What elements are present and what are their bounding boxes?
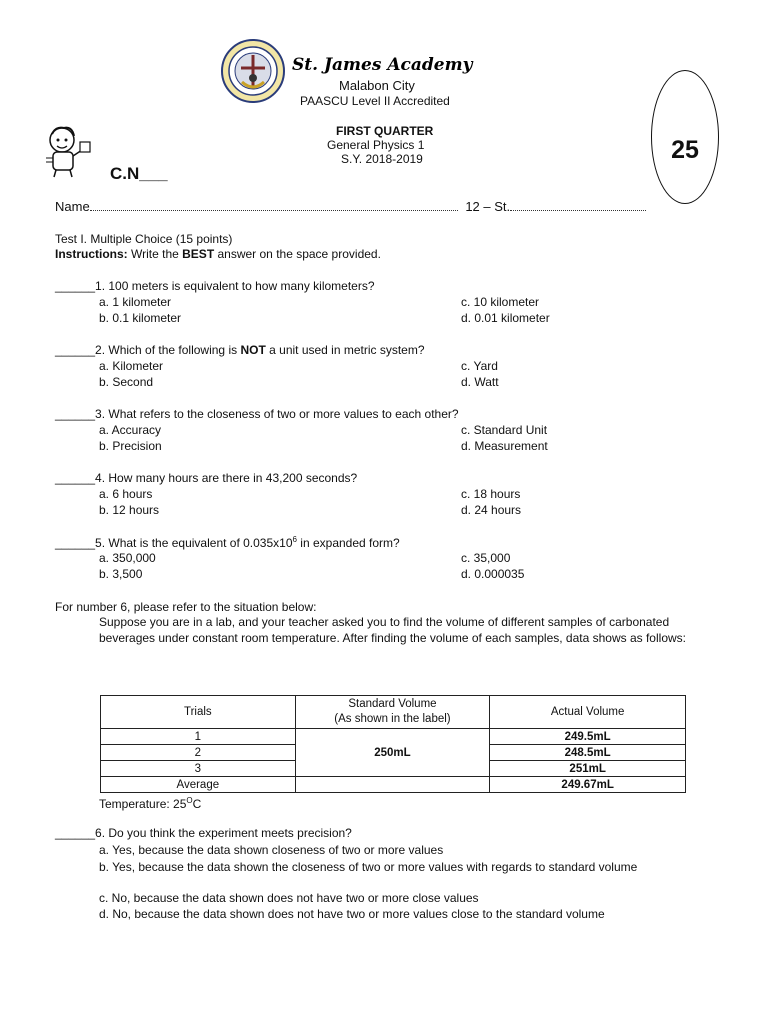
question-4 bbox=[55, 471, 695, 485]
actual-volume-cell: 248.5mL bbox=[490, 745, 686, 761]
cartoon-student-icon bbox=[44, 124, 100, 178]
temperature-label: Temperature: 25 bbox=[99, 797, 187, 811]
instructions bbox=[55, 247, 381, 261]
question-5-choice-c: c. 35,000 bbox=[461, 551, 511, 565]
question-3-choice-d: d. Measurement bbox=[461, 439, 548, 453]
situation-intro: For number 6, please refer to the situation below: bbox=[55, 600, 317, 614]
question-3-text: ______3. What refers to the closeness of two or more values to each other? bbox=[55, 407, 459, 421]
question-3-choice-b: b. Precision bbox=[99, 439, 162, 453]
question-2-choice-b: b. Second bbox=[99, 375, 154, 389]
question-1-choice-a: a. 1 kilometer bbox=[99, 295, 172, 309]
question-5-choice-d: d. 0.000035 bbox=[461, 567, 525, 581]
question-6-choice-a: a. Yes, because the data shown closeness of two or more values bbox=[99, 843, 444, 857]
name-row bbox=[55, 198, 665, 214]
volume-data-table bbox=[100, 695, 686, 793]
question-3-choice-a: a. Accuracy bbox=[99, 423, 162, 437]
question-5-exponent: 6 bbox=[292, 535, 297, 544]
question-4-text: ______4. How many hours are there in 43,200 seconds? bbox=[55, 471, 358, 485]
header-trials: Trials bbox=[101, 696, 296, 729]
school-accreditation: PAASCU Level II Accredited bbox=[300, 94, 450, 108]
question-5-choice-a: a. 350,000 bbox=[99, 551, 156, 565]
question-5 bbox=[55, 535, 695, 550]
question-1-choice-b: b. 0.1 kilometer bbox=[99, 311, 182, 325]
instructions-text-post: answer on the space provided. bbox=[214, 247, 381, 261]
header-standard-volume bbox=[295, 696, 490, 729]
header-actual-volume: Actual Volume bbox=[490, 696, 686, 729]
question-1 bbox=[55, 279, 695, 293]
actual-volume-cell: 249.5mL bbox=[490, 729, 686, 745]
question-4-choice-a: a. 6 hours bbox=[99, 487, 153, 501]
average-actual-cell: 249.67mL bbox=[490, 777, 686, 793]
question-4-choice-c: c. 18 hours bbox=[461, 487, 521, 501]
section-blank[interactable] bbox=[510, 198, 646, 211]
question-5-text-post: in expanded form? bbox=[296, 536, 400, 550]
average-label-cell: Average bbox=[101, 777, 296, 793]
question-6-choice-b: b. Yes, because the data shown the closeness of two or more values with regards to standard volume bbox=[99, 860, 638, 874]
header-standard-volume-line1: Standard Volume bbox=[348, 698, 437, 710]
question-1-choice-c: c. 10 kilometer bbox=[461, 295, 540, 309]
question-6-choice-d: d. No, because the data shown does not have two or more values close to the standard volume bbox=[99, 907, 605, 921]
question-6-text: ______6. Do you think the experiment meets precision? bbox=[55, 826, 352, 840]
score-value: 25 bbox=[671, 136, 699, 164]
instructions-text-pre: Write the bbox=[127, 247, 183, 261]
question-3 bbox=[55, 407, 695, 421]
question-2-emphasis: NOT bbox=[240, 343, 266, 357]
question-2-text-post: a unit used in metric system? bbox=[265, 343, 425, 357]
question-3-choice-c: c. Standard Unit bbox=[461, 423, 548, 437]
subject-title: General Physics 1 bbox=[327, 138, 425, 152]
trial-cell: 1 bbox=[101, 729, 296, 745]
school-seal-logo bbox=[220, 38, 286, 104]
question-2-choice-c: c. Yard bbox=[461, 359, 498, 373]
standard-volume-cell: 250mL bbox=[295, 729, 490, 777]
school-city: Malabon City bbox=[339, 78, 415, 93]
average-standard-cell bbox=[295, 777, 490, 793]
name-label: Name bbox=[55, 199, 90, 214]
question-5-choice-b: b. 3,500 bbox=[99, 567, 143, 581]
question-4-choice-b: b. 12 hours bbox=[99, 503, 160, 517]
class-number-label: C.N___ bbox=[110, 164, 168, 183]
actual-volume-cell: 251mL bbox=[490, 761, 686, 777]
situation-text: Suppose you are in a lab, and your teacher asked you to find the volume of different samples of carbonated beverages under constant room temperature. After finding the volume of each samples, data shows as follows: bbox=[99, 615, 686, 645]
question-2-text-pre: ______2. Which of the following is bbox=[55, 343, 241, 357]
question-1-text: ______1. 100 meters is equivalent to how many kilometers? bbox=[55, 279, 375, 293]
trial-cell: 3 bbox=[101, 761, 296, 777]
table-header-row bbox=[101, 696, 686, 729]
question-6-choice-c: c. No, because the data shown does not have two or more close values bbox=[99, 891, 479, 905]
question-4-choice-d: d. 24 hours bbox=[461, 503, 522, 517]
question-1-choice-d: d. 0.01 kilometer bbox=[461, 311, 550, 325]
question-5-text-pre: ______5. What is the equivalent of 0.035x10 bbox=[55, 536, 293, 550]
school-year: S.Y. 2018-2019 bbox=[341, 152, 423, 166]
quarter-title: FIRST QUARTER bbox=[336, 124, 434, 138]
instructions-label: Instructions: bbox=[55, 247, 128, 261]
trial-cell: 2 bbox=[101, 745, 296, 761]
temperature-degree: O bbox=[186, 796, 193, 805]
header-standard-volume-line2: (As shown in the label) bbox=[334, 713, 451, 725]
question-2 bbox=[55, 343, 695, 357]
question-2-choice-a: a. Kilometer bbox=[99, 359, 164, 373]
table-row bbox=[101, 729, 686, 745]
temperature-unit: C bbox=[192, 797, 202, 811]
section-label: 12 – St. bbox=[465, 199, 511, 214]
table-average-row bbox=[101, 777, 686, 793]
instructions-emphasis: BEST bbox=[182, 247, 215, 261]
question-2-choice-d: d. Watt bbox=[461, 375, 499, 389]
test-title: Test I. Multiple Choice (15 points) bbox=[55, 232, 233, 246]
temperature-note bbox=[99, 796, 201, 811]
school-name: St. James Academy bbox=[292, 55, 473, 75]
name-blank[interactable] bbox=[90, 198, 458, 211]
